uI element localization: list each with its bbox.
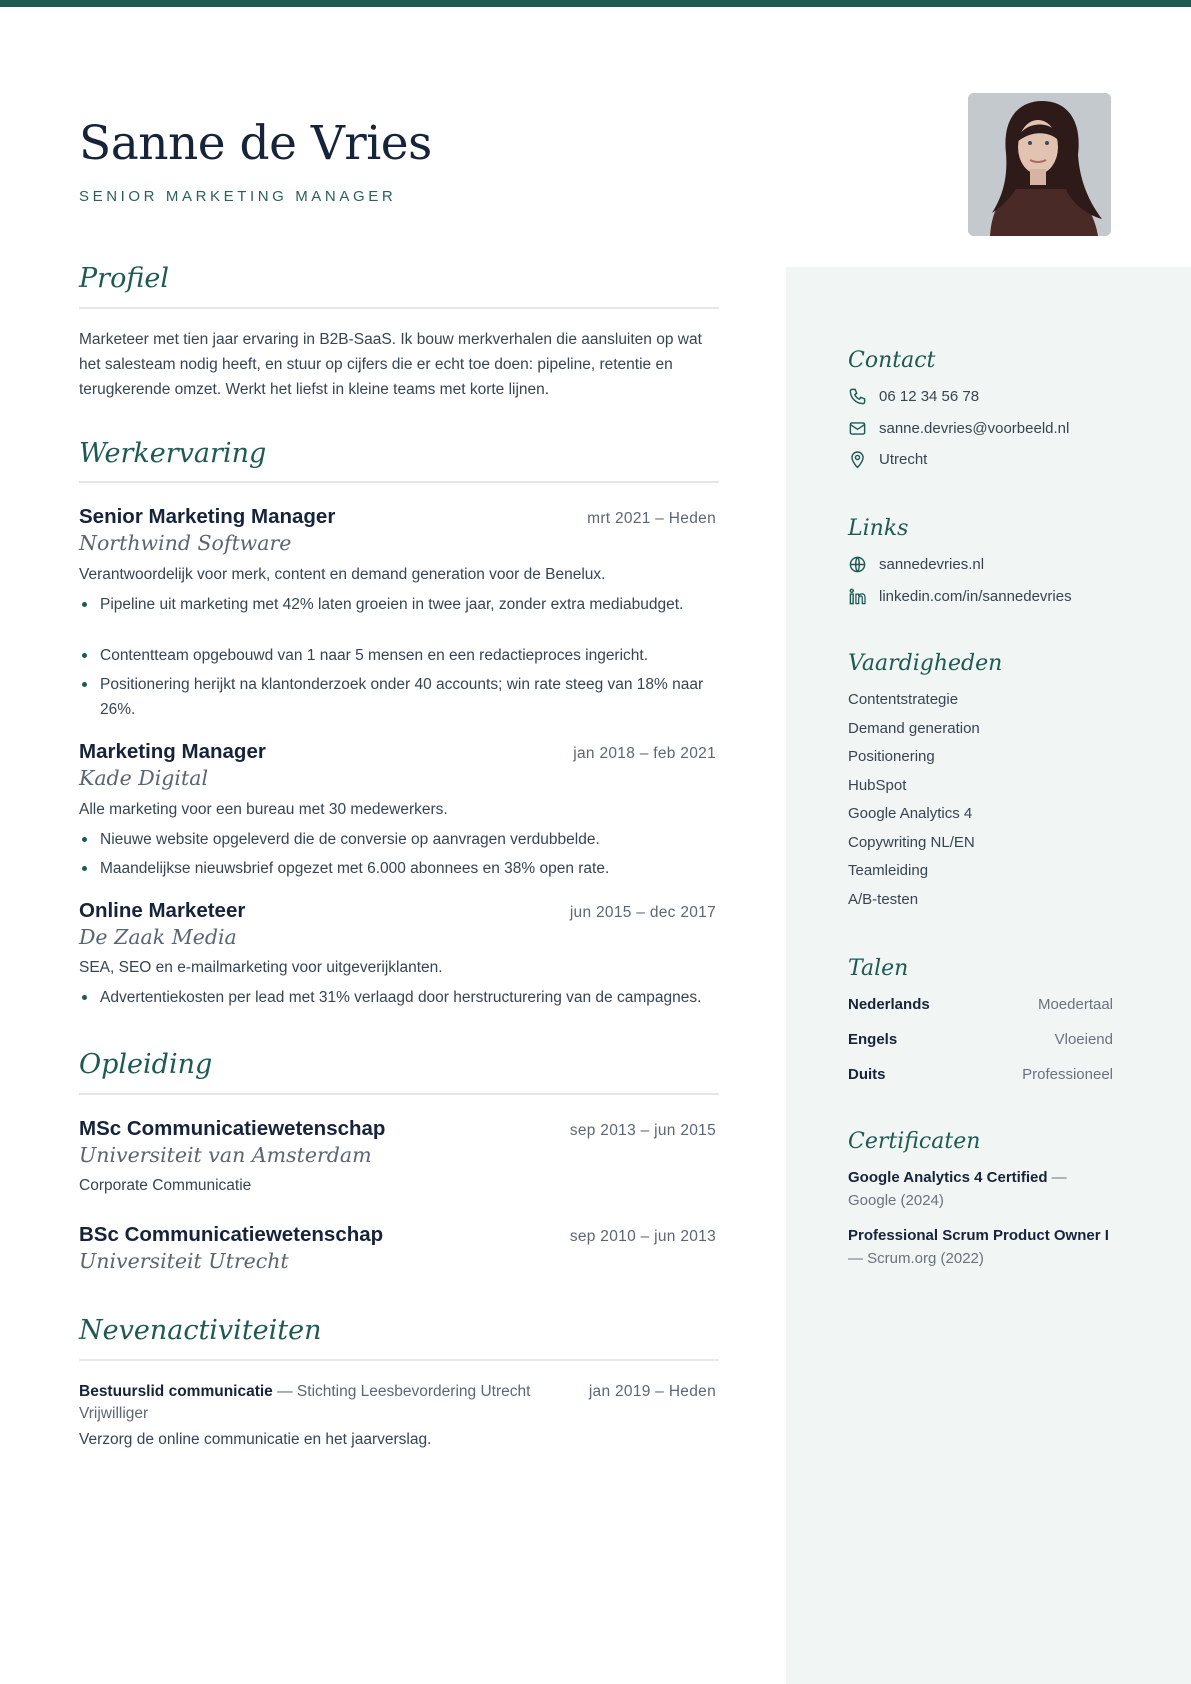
- contact-phone[interactable]: [848, 381, 1113, 413]
- job-achievements: [79, 827, 719, 881]
- degree-title: MSc Communicatiewetenschap: [79, 1116, 386, 1140]
- linkedin-icon: [848, 587, 867, 606]
- skill-item: Demand generation: [848, 719, 980, 737]
- languages-heading: Talen: [848, 956, 909, 981]
- job-dates: jun 2015 – dec 2017: [569, 903, 716, 921]
- link-linkedin[interactable]: [848, 581, 1113, 613]
- achievement-item: Advertentiekosten per lead met 31% verlaagd door herstructurering van de campagnes.: [79, 985, 720, 1010]
- top-accent-bar: [0, 0, 1191, 7]
- experience-heading: Werkervaring: [79, 439, 719, 484]
- profile-heading: Profiel: [79, 264, 719, 309]
- language-level: Moedertaal: [1037, 996, 1113, 1013]
- email-address: sanne.devries@voorbeeld.nl: [879, 419, 1070, 437]
- activity-description: Verzorg de online communicatie en het jaarverslag.: [79, 1430, 432, 1448]
- achievement-item: Contentteam opgebouwd van 1 naar 5 mensen en een redactieproces ingericht.: [79, 643, 720, 668]
- certificate-issuer: — Google (2024): [848, 1169, 1067, 1209]
- language-level: Professioneel: [1022, 1066, 1113, 1083]
- job-title: Marketing Manager: [79, 739, 266, 763]
- school-name: Universiteit Utrecht: [79, 1249, 289, 1274]
- language-name: Nederlands: [848, 996, 930, 1013]
- website-url: sannedevries.nl: [879, 556, 985, 574]
- achievement-item: Positionering herijkt na klantonderzoek onder 40 accounts; win rate steeg van 18% naar 26%.: [79, 672, 720, 722]
- phone-icon: [848, 387, 867, 406]
- skill-item: Copywriting NL/EN: [848, 833, 975, 851]
- activity-row: [79, 1383, 719, 1401]
- job-achievements: [79, 985, 719, 1010]
- company-name: De Zaak Media: [79, 924, 237, 949]
- sidebar-contact: [848, 348, 1113, 476]
- language-row: [848, 1057, 1113, 1092]
- job-entry: [79, 505, 719, 722]
- sidebar-skills: [848, 651, 1113, 914]
- skill-item: A/B-testen: [848, 890, 919, 908]
- language-level: Vloeiend: [1054, 1031, 1113, 1048]
- job-description: Alle marketing voor een bureau met 30 medewerkers.: [79, 800, 448, 818]
- job-achievements: [79, 592, 719, 722]
- main-column: [79, 264, 719, 1451]
- job-title: Senior Marketing Manager: [79, 505, 336, 529]
- portrait-image: [968, 93, 1111, 236]
- education-entry: [79, 1223, 719, 1274]
- company-name: Northwind Software: [79, 531, 292, 556]
- education-heading: Opleiding: [79, 1050, 719, 1095]
- activities-heading: Nevenactiviteiten: [79, 1316, 719, 1361]
- candidate-name: Sanne de Vries: [79, 116, 432, 171]
- certificate-item: [848, 1166, 1113, 1212]
- activity-organization: Stichting Leesbevordering Utrecht: [296, 1382, 531, 1400]
- education-entry: [79, 1117, 719, 1196]
- job-entry: [79, 899, 719, 1011]
- skill-item: Teamleiding: [848, 862, 929, 879]
- certificate-issuer: — Scrum.org (2022): [848, 1250, 984, 1267]
- degree-title: BSc Communicatiewetenschap: [79, 1223, 384, 1247]
- school-name: Universiteit van Amsterdam: [79, 1142, 372, 1167]
- experience-section: [79, 439, 719, 1010]
- profile-text: Marketeer met tien jaar ervaring in B2B-SaaS. Ik bouw merkverhalen die aansluiten op wat het salesteam nodig heeft, en stuur op cijfers die er echt toe doen: pipeline, retentie en terugkerende omzet. Werkt het liefst in kleine teams met korte lijnen.: [79, 330, 702, 398]
- skills-heading: Vaardigheden: [848, 651, 1003, 676]
- education-section: [79, 1050, 719, 1274]
- job-description: SEA, SEO en e-mailmarketing voor uitgeverijklanten.: [79, 959, 443, 977]
- education-dates: sep 2013 – jun 2015: [569, 1121, 716, 1139]
- certificate-name: Google Analytics 4 Certified: [848, 1169, 1048, 1186]
- skill-item: HubSpot: [848, 776, 907, 794]
- location-text: Utrecht: [879, 451, 928, 469]
- activity-separator: —: [272, 1382, 297, 1400]
- skill-item: Google Analytics 4: [848, 805, 973, 822]
- job-description: Verantwoordelijk voor merk, content en demand generation voor de Benelux.: [79, 565, 606, 583]
- sidebar-languages: [848, 956, 1113, 1092]
- job-entry: [79, 740, 719, 881]
- linkedin-url: linkedin.com/in/sannedevries: [879, 587, 1072, 605]
- certificate-name: Professional Scrum Product Owner I: [848, 1227, 1109, 1244]
- contact-email[interactable]: [848, 413, 1113, 445]
- job-title: Online Marketeer: [79, 898, 246, 922]
- profile-section: [79, 264, 719, 402]
- language-row: [848, 1022, 1113, 1057]
- phone-number: 06 12 34 56 78: [879, 388, 980, 406]
- activity-dates: jan 2019 – Heden: [588, 1382, 716, 1400]
- skill-item: Contentstrategie: [848, 691, 959, 708]
- language-name: Engels: [848, 1031, 898, 1048]
- globe-icon: [848, 555, 867, 574]
- links-heading: Links: [848, 516, 909, 541]
- activity-role: Bestuurslid communicatie: [79, 1382, 273, 1400]
- sidebar-certificates: [848, 1129, 1113, 1270]
- job-dates: jan 2018 – feb 2021: [573, 744, 716, 762]
- mail-icon: [848, 419, 867, 438]
- company-name: Kade Digital: [79, 765, 208, 790]
- education-detail: Corporate Communicatie: [79, 1177, 252, 1195]
- contact-heading: Contact: [848, 348, 936, 373]
- achievement-item: Maandelijkse nieuwsbrief opgezet met 6.000 abonnees en 38% open rate.: [79, 856, 720, 881]
- certificates-heading: Certificaten: [848, 1129, 981, 1154]
- candidate-role: SENIOR MARKETING MANAGER: [79, 188, 397, 205]
- education-dates: sep 2010 – jun 2013: [569, 1228, 716, 1246]
- job-dates: mrt 2021 – Heden: [587, 510, 716, 528]
- activities-section: [79, 1316, 719, 1451]
- sidebar-links: [848, 516, 1113, 612]
- certificate-item: [848, 1224, 1113, 1270]
- language-row: [848, 987, 1113, 1022]
- achievement-item: Pipeline uit marketing met 42% laten groeien in twee jaar, zonder extra mediabudget.: [79, 592, 720, 617]
- link-website[interactable]: [848, 549, 1113, 581]
- activity-type: Vrijwilliger: [79, 1404, 149, 1422]
- skill-item: Positionering: [848, 748, 935, 765]
- profile-photo: [968, 93, 1111, 236]
- location-pin-icon: [848, 450, 867, 469]
- language-name: Duits: [848, 1066, 886, 1083]
- contact-location: [848, 444, 1113, 476]
- achievement-item: Nieuwe website opgeleverd die de conversie op aanvragen verdubbelde.: [79, 827, 720, 852]
